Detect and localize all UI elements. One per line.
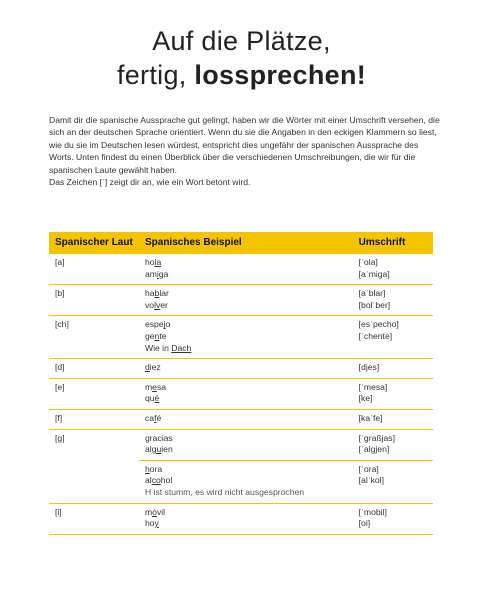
example-word xyxy=(145,433,347,445)
intro-text xyxy=(49,114,444,188)
example-word-pre: ca xyxy=(144,412,155,423)
table-row xyxy=(49,359,433,379)
example-cell xyxy=(139,378,353,409)
example-word xyxy=(145,331,347,343)
sound-cell: [a] xyxy=(49,254,139,285)
table-header-row xyxy=(49,232,433,254)
table-row xyxy=(49,460,433,503)
example-word-pre: m xyxy=(144,506,153,517)
example-word-post: lar xyxy=(159,288,169,299)
example-word-pre: am xyxy=(144,268,157,279)
example-word-highlight: ó xyxy=(152,506,157,517)
transcription: [alˈkol] xyxy=(358,475,384,486)
example-word-pre: qu xyxy=(144,393,155,404)
transcription-cell xyxy=(353,285,433,316)
transcription: [kaˈfe] xyxy=(358,412,383,423)
example-word xyxy=(145,362,347,374)
table-row xyxy=(49,409,433,429)
transcription-cell xyxy=(353,460,433,503)
example-note: H ist stumm, es wird nicht ausgesprochen xyxy=(144,486,305,497)
transcription: [ˈalgjen] xyxy=(358,444,390,455)
example-word-post: o xyxy=(165,319,171,330)
example-word xyxy=(145,518,347,530)
example-word xyxy=(145,300,347,312)
stress-note: Das Zeichen [ˈ] zeigt dir an, wie ein Wort betont wird. xyxy=(49,177,251,188)
example-word xyxy=(145,288,347,300)
intro-paragraph: Damit dir die spanische Aussprache gut gelingt, haben wir die Wörter mit einer Umschrift versehen, die sich an der deutschen Sprache orientiert. Wenn du sie die Angaben in den eckigen Klammern so liest, wie du sie im Deutschen lesen würdest, entspricht dies ungefähr der spanischen Aussprache des Worts. Unten findest du einen Überblick über die verschiedenen Umschreibungen, die wir für die spanischen Laute gewählt haben. xyxy=(49,115,440,175)
example-word-highlight: h xyxy=(144,463,150,474)
example-word xyxy=(145,393,347,405)
example-word-highlight: i xyxy=(156,268,159,279)
example-word-post: é xyxy=(156,412,162,423)
example-word xyxy=(145,269,347,281)
example-cell xyxy=(139,429,353,460)
sound-cell: [e] xyxy=(49,378,139,409)
example-word-post: ora xyxy=(149,463,163,474)
example-word xyxy=(145,475,347,487)
transcription: [ˈmesa] xyxy=(358,381,388,392)
pronunciation-table xyxy=(49,232,433,535)
example-cell xyxy=(139,359,353,379)
table-row xyxy=(49,285,433,316)
transcription: [ˈchente] xyxy=(358,330,393,341)
transcription: [esˈpecho] xyxy=(358,319,399,330)
example-word-highlight: b xyxy=(154,288,160,299)
table-row xyxy=(49,316,433,359)
example-word-post: sa xyxy=(156,381,167,392)
transcription-cell xyxy=(353,316,433,359)
example-word-pre: al xyxy=(144,475,152,486)
transcription-cell xyxy=(353,503,433,534)
transcription: [bolˈber] xyxy=(358,299,391,310)
transcription: [djes] xyxy=(358,362,380,373)
transcription: [oi] xyxy=(358,518,371,529)
example-word-highlight: g xyxy=(144,432,150,443)
table-row xyxy=(49,503,433,534)
example-word xyxy=(145,319,347,331)
example-word-post: iez xyxy=(149,362,161,373)
sound-cell: [g] xyxy=(49,429,139,460)
example-word xyxy=(145,444,347,456)
example-word-post: hol xyxy=(160,475,173,486)
example-word-pre: Wie in xyxy=(144,342,172,353)
table-row xyxy=(49,378,433,409)
example-word xyxy=(145,343,347,355)
transcription: [aˈmiga] xyxy=(358,268,390,279)
transcription: [ke] xyxy=(358,393,373,404)
page-title xyxy=(0,24,483,92)
example-word xyxy=(145,413,347,425)
example-word-post: er xyxy=(160,299,168,310)
example-word-pre: vo xyxy=(144,299,155,310)
sound-cell: [d] xyxy=(49,359,139,379)
transcription-cell xyxy=(353,254,433,285)
sound-cell: [ch] xyxy=(49,316,139,359)
header-example: Spanisches Beispiel xyxy=(139,232,353,254)
example-word-highlight: la xyxy=(154,257,162,267)
example-cell xyxy=(139,285,353,316)
header-transcription: Umschrift xyxy=(353,232,433,254)
example-cell xyxy=(139,503,353,534)
example-cell xyxy=(139,409,353,429)
example-word xyxy=(145,257,347,269)
transcription: [ˈora] xyxy=(358,463,379,474)
table-row xyxy=(49,254,433,285)
example-word-highlight: Dach xyxy=(171,342,192,353)
sound-cell: [f] xyxy=(49,409,139,429)
transcription: [ˈgraßjas] xyxy=(358,432,395,443)
sound-cell xyxy=(49,460,139,503)
transcription-cell xyxy=(353,429,433,460)
example-word-highlight: y xyxy=(154,518,159,529)
example-word-pre: ge xyxy=(144,330,155,341)
example-cell xyxy=(139,316,353,359)
example-word-highlight: d xyxy=(144,362,150,373)
transcription: [ˈola] xyxy=(358,257,378,267)
example-word-highlight: n xyxy=(154,330,160,341)
example-cell xyxy=(139,460,353,503)
example-word-post: racias xyxy=(149,432,173,443)
example-word-highlight: é xyxy=(154,393,160,404)
example-word-highlight: co xyxy=(151,475,161,486)
transcription: [ˈmobil] xyxy=(358,506,387,517)
transcription-cell xyxy=(353,359,433,379)
table-body xyxy=(49,254,433,535)
example-word-post: vil xyxy=(156,506,166,517)
example-word-highlight: e xyxy=(152,381,157,392)
example-word-post: ga xyxy=(158,268,169,279)
example-word-pre: ho xyxy=(144,257,155,267)
table-row xyxy=(49,429,433,460)
example-word-post: te xyxy=(159,330,167,341)
sound-cell: [b] xyxy=(49,285,139,316)
sound-cell: [i] xyxy=(49,503,139,534)
example-word-pre: m xyxy=(144,381,153,392)
example-word-pre: ho xyxy=(144,518,155,529)
transcription: [aˈblar] xyxy=(358,288,386,299)
example-word-post: ien xyxy=(161,444,173,455)
example-word-pre: ha xyxy=(144,288,155,299)
title-line-2 xyxy=(0,58,483,92)
example-word xyxy=(145,507,347,519)
example-word-pre: espe xyxy=(144,319,164,330)
title-line-2-plain: fertig, xyxy=(116,60,187,90)
example-word-highlight: lv xyxy=(154,299,161,310)
example-word xyxy=(145,464,347,476)
title-line-2-bold: lossprechen! xyxy=(194,60,367,90)
example-word-pre: al xyxy=(144,444,152,455)
title-line-1: Auf die Plätze, xyxy=(152,26,331,56)
example-cell xyxy=(139,254,353,285)
transcription-cell xyxy=(353,378,433,409)
header-sound: Spanischer Laut xyxy=(49,232,139,254)
transcription-cell xyxy=(353,409,433,429)
example-word xyxy=(145,382,347,394)
example-word-highlight: f xyxy=(154,412,157,423)
example-word-highlight: j xyxy=(163,319,166,330)
example-word-highlight: gu xyxy=(151,444,162,455)
